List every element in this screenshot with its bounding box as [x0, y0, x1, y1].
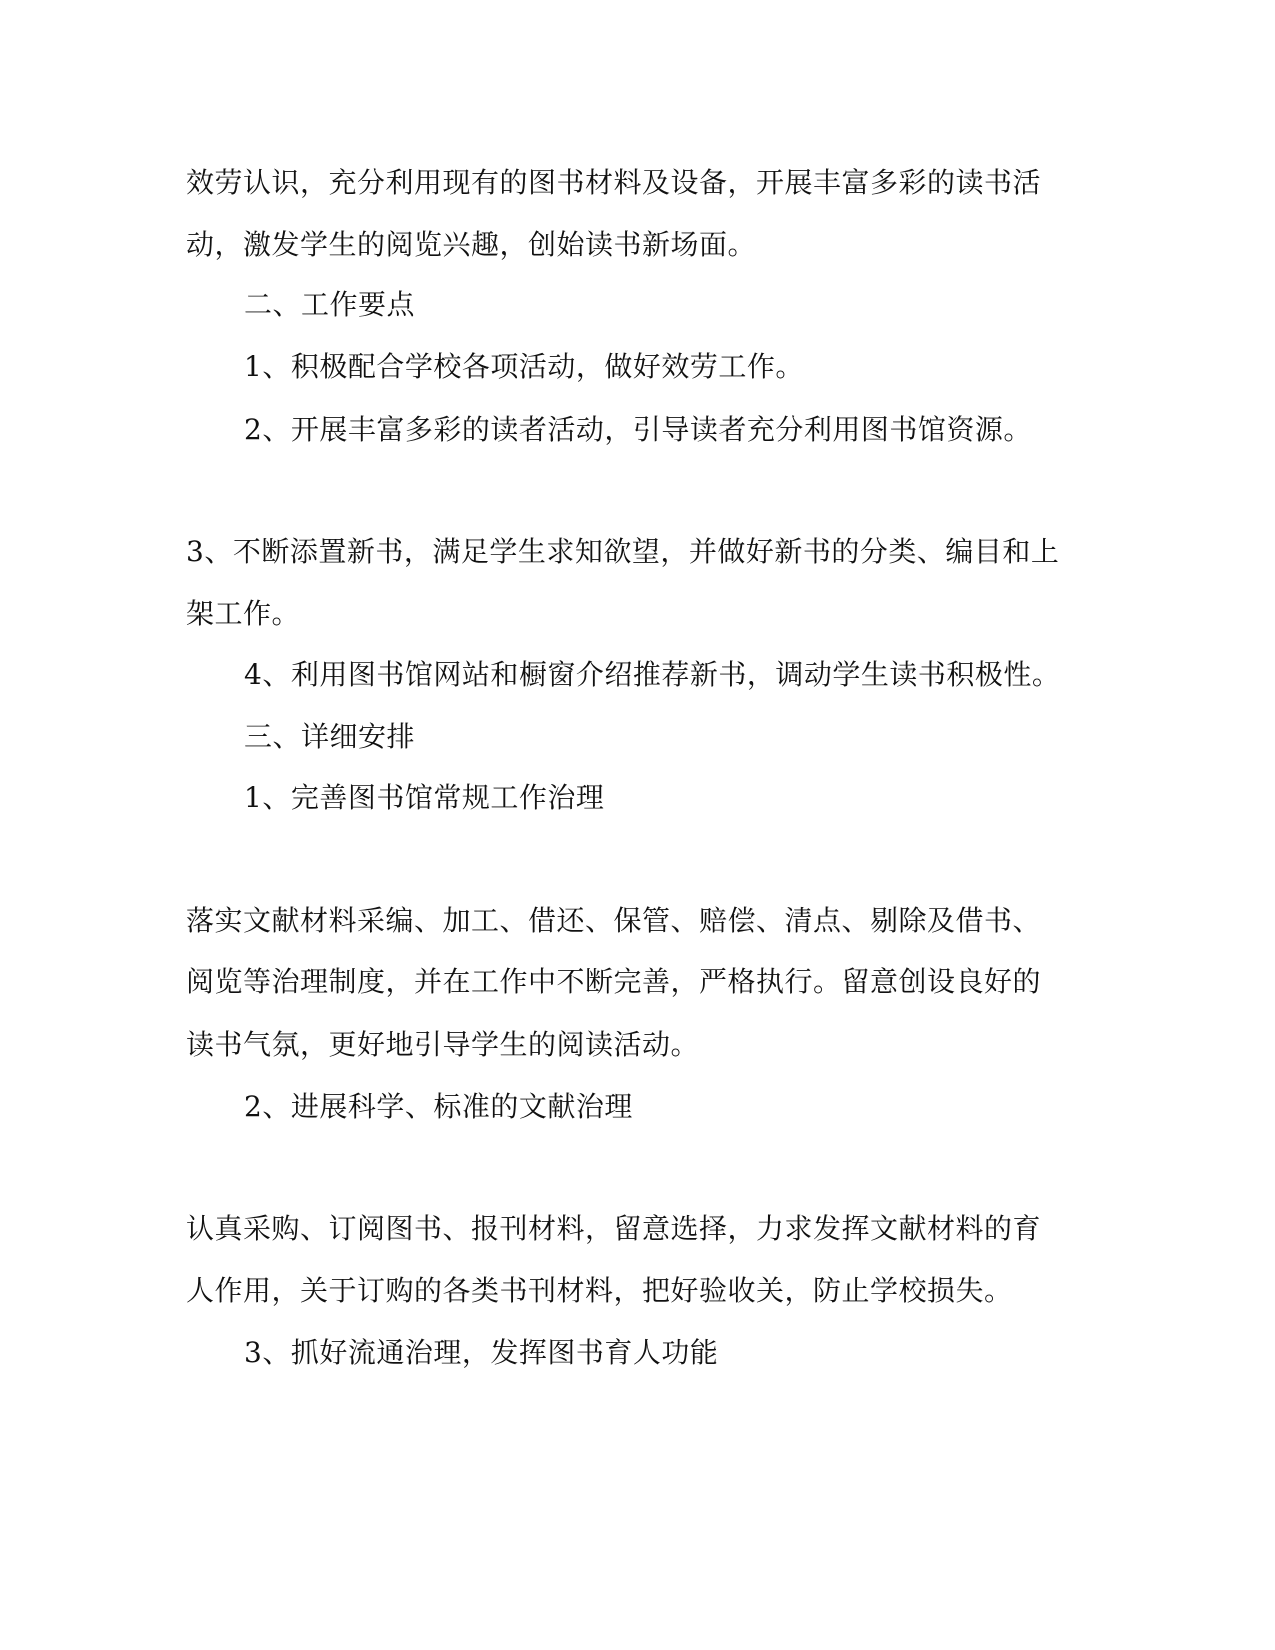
list-item: 1、积极配合学校各项活动，做好效劳工作。 — [244, 350, 804, 383]
list-item: 4、利用图书馆网站和橱窗介绍推荐新书，调动学生读书积极性。 — [244, 658, 1061, 691]
paragraph-line: 架工作。 — [186, 597, 301, 630]
list-item: 2、开展丰富多彩的读者活动，引导读者充分利用图书馆资源。 — [244, 413, 1032, 446]
paragraph-line: 动，激发学生的阅览兴趣，创始读书新场面。 — [186, 228, 757, 261]
subsection-heading: 2、进展科学、标准的文献治理 — [244, 1090, 633, 1123]
section-heading: 二、工作要点 — [244, 288, 416, 321]
paragraph-line: 认真采购、订阅图书、报刊材料，留意选择，力求发挥文献材料的育 — [186, 1212, 1042, 1245]
list-item: 3、不断添置新书，满足学生求知欲望，并做好新书的分类、编目和上 — [186, 535, 1060, 568]
paragraph-line: 阅览等治理制度，并在工作中不断完善，严格执行。留意创设良好的 — [186, 965, 1042, 998]
subsection-heading: 3、抓好流通治理，发挥图书育人功能 — [244, 1336, 719, 1369]
paragraph-line: 人作用，关于订购的各类书刊材料，把好验收关，防止学校损失。 — [186, 1274, 1013, 1307]
section-heading: 三、详细安排 — [244, 720, 416, 753]
paragraph-line: 落实文献材料采编、加工、借还、保管、赔偿、清点、剔除及借书、 — [186, 904, 1042, 937]
paragraph-line: 读书气氛，更好地引导学生的阅读活动。 — [186, 1028, 700, 1061]
subsection-heading: 1、完善图书馆常规工作治理 — [244, 781, 605, 814]
paragraph-line: 效劳认识，充分利用现有的图书材料及设备，开展丰富多彩的读书活 — [186, 166, 1042, 199]
